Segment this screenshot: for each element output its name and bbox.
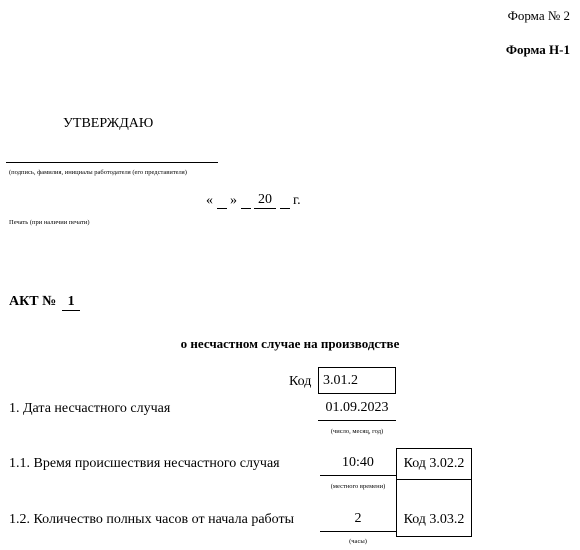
accident-time-value[interactable]: 10:40 — [342, 455, 374, 470]
date-suffix: г. — [293, 193, 301, 208]
form-title: Форма Н-1 — [505, 42, 570, 57]
signature-caption: (подпись, фамилия, инициалы работодателя (его представителя) — [9, 169, 187, 176]
code-box[interactable]: 3.01.2 — [318, 367, 396, 394]
hours-code-cell[interactable]: Код 3.03.2 — [396, 479, 472, 537]
work-hours-value[interactable]: 2 — [354, 511, 362, 526]
accident-time-label: 1.1. Время происшествия несчастного случая — [9, 456, 280, 471]
work-hours-underline — [320, 531, 396, 532]
accident-date-label: 1. Дата несчастного случая — [9, 401, 171, 416]
accident-time-caption: (местного времени) — [330, 483, 386, 490]
work-hours-label: 1.2. Количество полных часов от начала работы — [9, 512, 294, 527]
act-title — [9, 294, 80, 311]
signature-line — [6, 162, 218, 163]
accident-date-caption: (число, месяц, год) — [330, 428, 384, 435]
stamp-caption: Печать (при наличии печати) — [9, 219, 90, 226]
accident-date-value[interactable]: 01.09.2023 — [325, 400, 389, 415]
accident-time-underline — [320, 475, 396, 476]
date-year-field[interactable]: 20 — [254, 192, 276, 209]
act-subtitle: о несчастном случае на производстве — [180, 336, 400, 351]
act-number[interactable]: 1 — [62, 294, 80, 311]
approval-date — [206, 192, 301, 209]
accident-date-underline — [318, 420, 396, 421]
date-month-field[interactable] — [241, 192, 251, 209]
code-label: Код — [289, 374, 312, 389]
date-year-blank[interactable] — [280, 192, 290, 209]
date-close-quote: » — [230, 193, 237, 208]
date-open-quote: « — [206, 193, 213, 208]
form-number: Форма № 2 — [507, 8, 570, 23]
date-day-field[interactable] — [217, 192, 227, 209]
work-hours-caption: (часы) — [349, 538, 367, 545]
time-code-cell[interactable]: Код 3.02.2 — [396, 448, 472, 480]
act-title-label: АКТ № — [9, 294, 57, 309]
approve-label: УТВЕРЖДАЮ — [63, 116, 154, 131]
